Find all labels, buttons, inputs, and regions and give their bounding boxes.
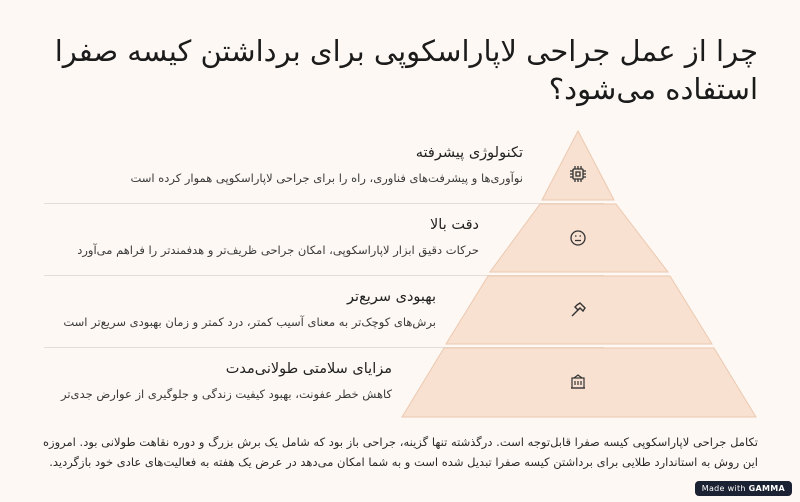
face-icon (568, 228, 588, 248)
made-with-gamma-badge[interactable] (695, 481, 792, 496)
chip-icon (568, 164, 588, 184)
level-heading: تکنولوژی پیشرفته (415, 145, 523, 161)
level-item-1 (130, 145, 523, 185)
page-title: چرا از عمل جراحی لاپاراسکوپی برای برداشتن کیسه صفرا استفاده می‌شود؟ (54, 34, 758, 106)
level-heading: دقت بالا (430, 217, 479, 233)
level-heading: بهبودی سریع‌تر (347, 289, 436, 305)
building-icon (568, 372, 588, 392)
level-description: برش‌های کوچک‌تر به معنای آسیب کمتر، درد کمتر و زمان بهبودی سریع‌تر است (63, 315, 436, 329)
level-item-3 (63, 289, 436, 329)
level-description: حرکات دقیق ابزار لاپاراسکوپی، امکان جراحی ظریف‌تر و هدفمندتر را فراهم می‌آورد (77, 243, 479, 257)
badge-prefix: Made with (701, 484, 746, 493)
level-heading: مزایای سلامتی طولانی‌مدت (225, 361, 392, 377)
level-description: کاهش خطر عفونت، بهبود کیفیت زندگی و جلوگیری از عوارض جدی‌تر (61, 387, 392, 401)
badge-brand: GAMMA (748, 484, 785, 493)
level-description: نوآوری‌ها و پیشرفت‌های فناوری، راه را برای جراحی لاپاراسکوپی هموار کرده است (130, 171, 523, 185)
hammer-icon (568, 300, 588, 320)
summary-paragraph: تکامل جراحی لاپاراسکوپی کیسه صفرا قابل‌توجه است. درگذشته تنها گزینه، جراحی باز بود که شامل یک برش بزرگ و دوره نقاهت طولانی بود. امروزه این روش به استاندارد طلایی برای برداشتن کیسه صفرا تبدیل شده است و به شما امکان می‌دهد در عرض یک هفته به فعالیت‌های عادی خود بازگردید. (43, 435, 758, 469)
level-item-2 (77, 217, 479, 257)
level-item-4 (61, 361, 392, 401)
